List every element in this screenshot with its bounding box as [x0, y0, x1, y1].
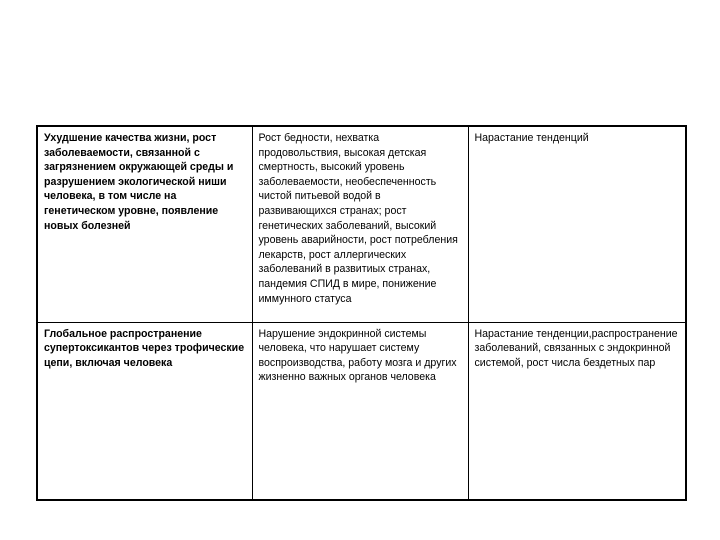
consequence-cell: Нарушение эндокринной системы человека, что нарушает систему воспроизводства, работу мозга и других жизненно важных органов человека: [252, 322, 468, 500]
trend-cell: Нарастание тенденции,распространение заболеваний, связанных с эндокринной системой, рост числа бездетных пар: [468, 322, 686, 500]
table-row: [37, 322, 686, 500]
cause-cell: Глобальное распространение супертоксикантов через трофические цепи, включая человека: [37, 322, 252, 500]
consequence-cell: Рост бедности, нехватка продовольствия, высокая детская смертность, высокий уровень заболеваемости, необеспеченность чистой питьевой водой в развивающихся странах; рост генетических заболеваний, высокий уровень аварийности, рост потребления лекарств, рост аллергических заболеваний в развитиых странах, пандемия СПИД в мире, понижение иммунного статуса: [252, 126, 468, 322]
cause-cell: Ухудшение качества жизни, рост заболеваемости, связанной с загрязнением окружающей среды и разрушением экологической ниши человека, в том числе на генетическом уровне, появление новых болезней: [37, 126, 252, 322]
table-row: [37, 126, 686, 322]
content-table: [36, 125, 687, 501]
trend-cell: Нарастание тенденций: [468, 126, 686, 322]
